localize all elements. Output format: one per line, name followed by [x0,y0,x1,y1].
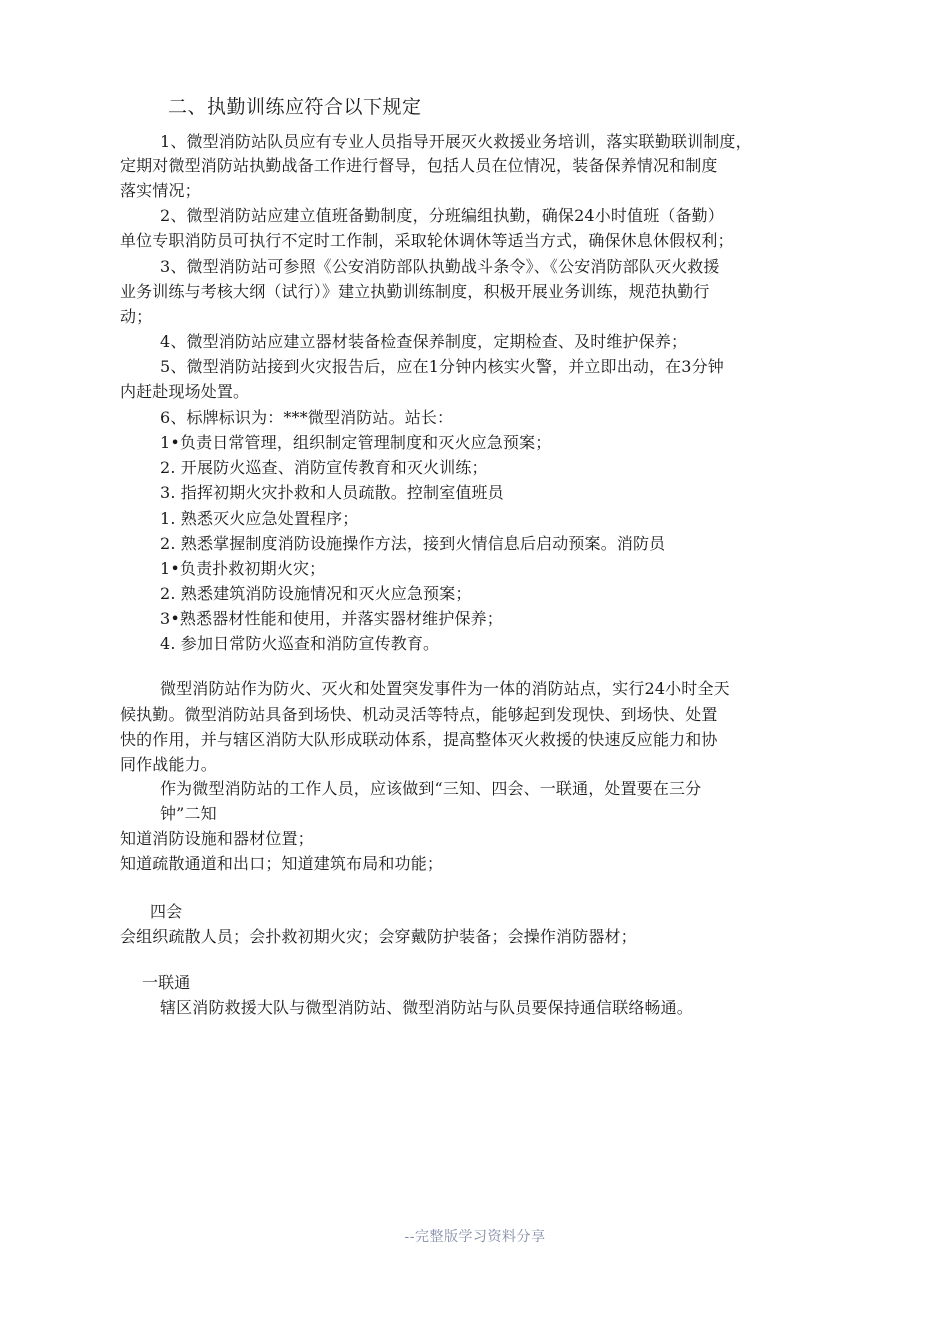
text-line: 2. 开展防火巡查、消防宣传教育和灭火训练； [160,458,488,477]
text-line: 一联通 [142,973,191,992]
text-line: 单位专职消防员可执行不定时工作制，采取轮休调休等适当方式，确保休息休假权利； [120,231,734,250]
text-line: 知道疏散通道和出口；知道建筑布局和功能； [120,854,444,873]
text-line: 作为微型消防站的工作人员，应该做到“三知、四会、一联通，处置要在三分 [160,779,702,798]
text-line: 同作战能力。 [120,755,217,774]
text-line: 3•熟悉器材性能和使用，并落实器材维护保养； [160,609,503,628]
text-line: 3. 指挥初期火灾扑救和人员疏散。控制室值班员 [160,483,504,502]
text-line: 内赶赴现场处置。 [120,382,250,401]
text-line: 会组织疏散人员；会扑救初期火灾；会穿戴防护装备；会操作消防器材； [120,927,637,946]
text-line: 2、微型消防站应建立值班备勤制度，分班编组执勤，确保24小时值班（备勤） [160,206,724,225]
section-heading: 二、执勤训练应符合以下规定 [168,96,422,118]
text-line: 快的作用，并与辖区消防大队形成联动体系，提高整体灭火救援的快速反应能力和协 [120,730,718,749]
text-line: 1. 熟悉灭火应急处置程序； [160,509,359,528]
text-line: 动； [120,307,153,326]
text-line: 业务训练与考核大纲（试行）》建立执勤训练制度，积极开展业务训练，规范执勤行 [120,282,710,301]
text-line: 1•负责日常管理，组织制定管理制度和灭火应急预案； [160,433,552,452]
text-line: 2. 熟悉建筑消防设施情况和灭火应急预案； [160,584,472,603]
text-line: 钟”二知 [160,804,217,823]
text-line: 微型消防站作为防火、灭火和处置突发事件为一体的消防站点，实行24小时全天 [160,679,730,698]
text-line: 落实情况； [120,181,201,200]
text-line: 1、微型消防站队员应有专业人员指导开展灭火救援业务培训，落实联勤联训制度， [160,132,752,151]
text-line: 3、微型消防站可参照《公安消防部队执勤战斗条令》、《公安消防部队灭火救援 [160,257,720,276]
text-line: 4. 参加日常防火巡查和消防宣传教育。 [160,634,440,653]
text-line: 2. 熟悉掌握制度消防设施操作方法，接到火情信息后启动预案。消防员 [160,534,666,553]
text-line: 定期对微型消防站执勤战备工作进行督导，包括人员在位情况，装备保养情况和制度 [120,156,718,175]
text-line: 候执勤。微型消防站具备到场快、机动灵活等特点，能够起到发现快、到场快、处置 [120,705,718,724]
text-line: 4、微型消防站应建立器材装备检查保养制度，定期检查、及时维护保养； [160,332,688,351]
text-line: 6、标牌标识为：***微型消防站。站长： [160,408,454,427]
text-line: 知道消防设施和器材位置； [120,829,314,848]
text-line: 1•负责扑救初期火灾； [160,559,326,578]
text-line: 四会 [150,902,183,921]
text-line: 5、微型消防站接到火灾报告后，应在1分钟内核实火警，并立即出动，在3分钟 [160,357,724,376]
page-footer: --完整版学习资料分享 [404,1229,546,1245]
text-line: 辖区消防救援大队与微型消防站、微型消防站与队员要保持通信联络畅通。 [160,998,693,1017]
